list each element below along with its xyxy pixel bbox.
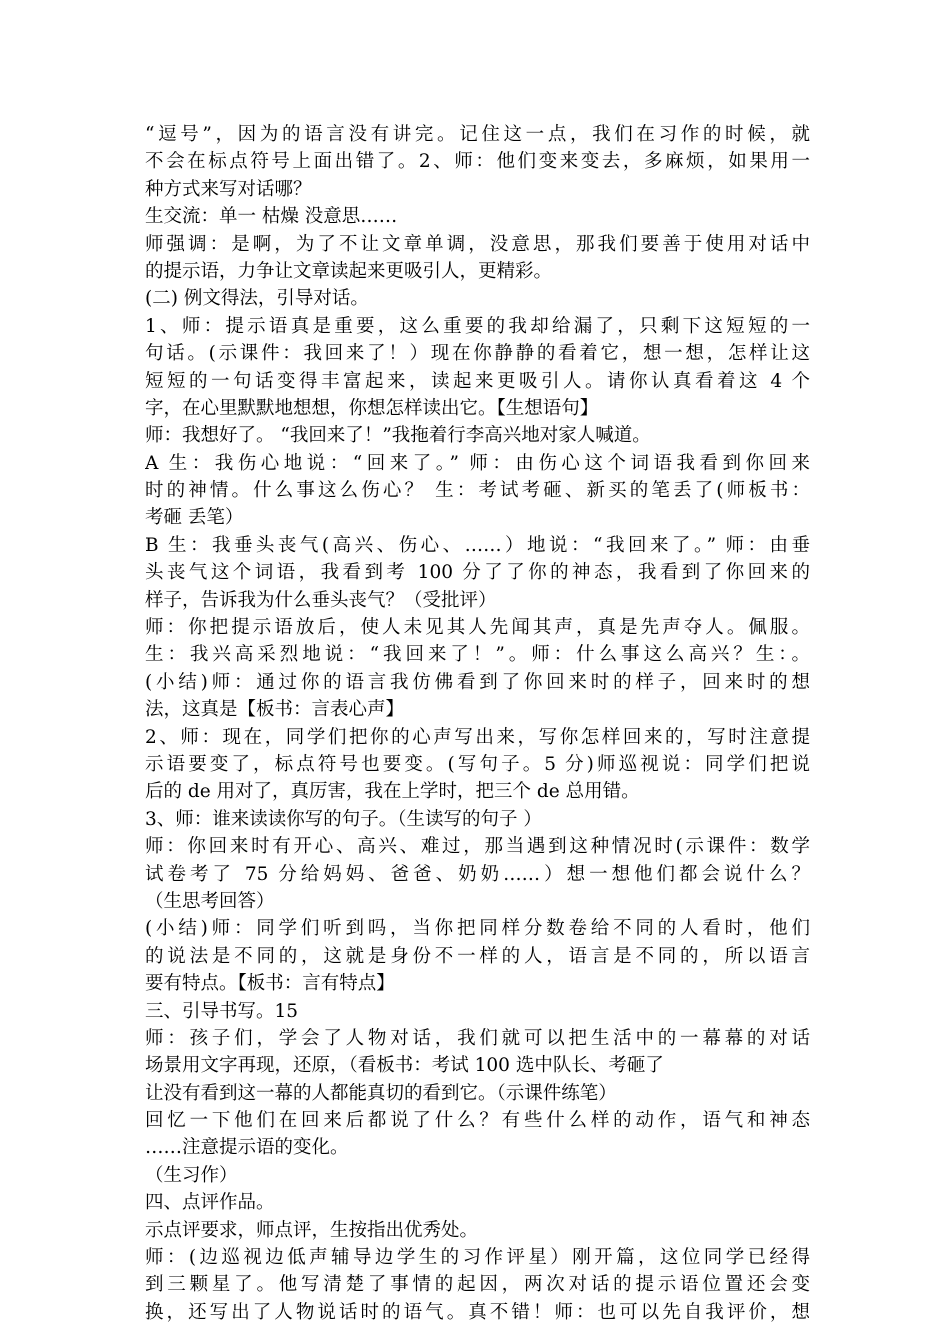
text-line: 时的神情。什么事这么伤心？ 生：考试考砸、新买的笔丢了(师板书： <box>145 480 810 502</box>
text-line: 种方式来写对话哪？ <box>145 178 312 200</box>
text-line: 师强调：是啊，为了不让文章单调，没意思，那我们要善于使用对话中 <box>145 233 810 255</box>
text-line: 让没有看到这一幕的人都能真切的看到它。（示课件练笔） <box>145 1082 617 1104</box>
text-line: 换，还写出了人物说话时的语气。真不错！师：也可以先自我评价，想 <box>145 1301 810 1323</box>
text-line: 句话。(示课件：我回来了！）现在你静静的看着它，想一想，怎样让这 <box>145 343 810 365</box>
document-body <box>145 121 810 1326</box>
text-line: 师：你把提示语放后，使人未见其人先闻其声，真是先声夺人。佩服。 <box>145 617 810 639</box>
text-line: 考砸 丢笔） <box>145 507 244 529</box>
text-line: （生思考回答） <box>145 890 275 912</box>
text-line: 不会在标点符号上面出错了。2、师：他们变来变去，多麻烦，如果用一 <box>145 151 810 173</box>
text-line: 示点评要求，师点评，生按指出优秀处。 <box>145 1219 479 1241</box>
text-line: A 生：我伤心地说：“回来了。” 师：由伤心这个词语我看到你回来 <box>145 452 810 474</box>
text-line: B 生：我垂头丧气(高兴、伤心、……）地说：“我回来了。” 师：由垂 <box>145 534 810 556</box>
text-line: 三、引导书写。15 <box>145 1000 299 1022</box>
text-line: 1、师：提示语真是重要，这么重要的我却给漏了，只剩下这短短的一 <box>145 315 810 337</box>
text-line: 回忆一下他们在回来后都说了什么？有些什么样的动作，语气和神态 <box>145 1110 810 1132</box>
text-line: 法，这真是【板书：言表心声】 <box>145 699 405 721</box>
text-line: 3、师：谁来读读你写的句子。（生读写的句子 ） <box>145 808 542 830</box>
text-line: 要有特点。【板书：言有特点】 <box>145 973 395 995</box>
text-line: 试卷考了 75 分给妈妈、爸爸、奶奶……）想一想他们都会说什么？ <box>145 863 810 885</box>
text-line: 四、点评作品。 <box>145 1192 275 1214</box>
text-line: “逗号”，因为的语言没有讲完。记住这一点，我们在习作的时候，就 <box>145 124 810 145</box>
text-line: 生交流：单一 枯燥 没意思…… <box>145 206 398 228</box>
text-line: (小结)师：同学们听到吗，当你把同样分数卷给不同的人看时，他们 <box>145 918 810 940</box>
text-line: 师：孩子们，学会了人物对话，我们就可以把生活中的一幕幕的对话 <box>145 1027 810 1049</box>
text-line: 头丧气这个词语，我看到考 100 分了了你的神态，我看到了你回来的 <box>145 562 810 584</box>
text-line: 短短的一句话变得丰富起来，读起来更吸引人。请你认真看着这 4 个 <box>145 370 810 392</box>
text-line: 场景用文字再现，还原，（看板书：考试 100 选中队长、考砸了 <box>145 1055 664 1077</box>
text-line: 生：我兴高采烈地说：“我回来了！”。师：什么事这么高兴？生：。 <box>145 644 810 666</box>
text-line: 后的 de 用对了，真厉害，我在上学时，把三个 de 总用错。 <box>145 781 640 803</box>
text-line: (小结)师：通过你的语言我仿佛看到了你回来时的样子，回来时的想 <box>145 671 810 693</box>
text-line: 到三颗星了。他写清楚了事情的起因，两次对话的提示语位置还会变 <box>145 1274 810 1296</box>
text-line: ……注意提示语的变化。 <box>145 1137 349 1159</box>
text-line: （生习作） <box>145 1164 238 1186</box>
text-line: 样子，告诉我为什么垂头丧气？（受批评） <box>145 589 497 611</box>
text-line: 的提示语，力争让文章读起来更吸引人，更精彩。 <box>145 260 553 282</box>
text-line: (二) 例文得法，引导对话。 <box>145 288 369 310</box>
text-line: 的说法是不同的，这就是身份不一样的人，语言是不同的，所以语言 <box>145 945 810 967</box>
text-line: 字，在心里默默地想想，你想怎样读出它。【生想语句】 <box>145 397 599 419</box>
text-line: 师：(边巡视边低声辅导边学生的习作评星）刚开篇，这位同学已经得 <box>145 1247 810 1269</box>
text-line: 示语要变了，标点符号也要变。(写句子。5 分)师巡视说：同学们把说 <box>145 753 810 775</box>
text-line: 2、师：现在，同学们把你的心声写出来，写你怎样回来的，写时注意提 <box>145 726 810 748</box>
text-line: 师：我想好了。 “我回来了！”我拖着行李高兴地对家人喊道。 <box>145 425 651 447</box>
text-line: 师：你回来时有开心、高兴、难过，那当遇到这种情况时(示课件：数学 <box>145 836 810 858</box>
